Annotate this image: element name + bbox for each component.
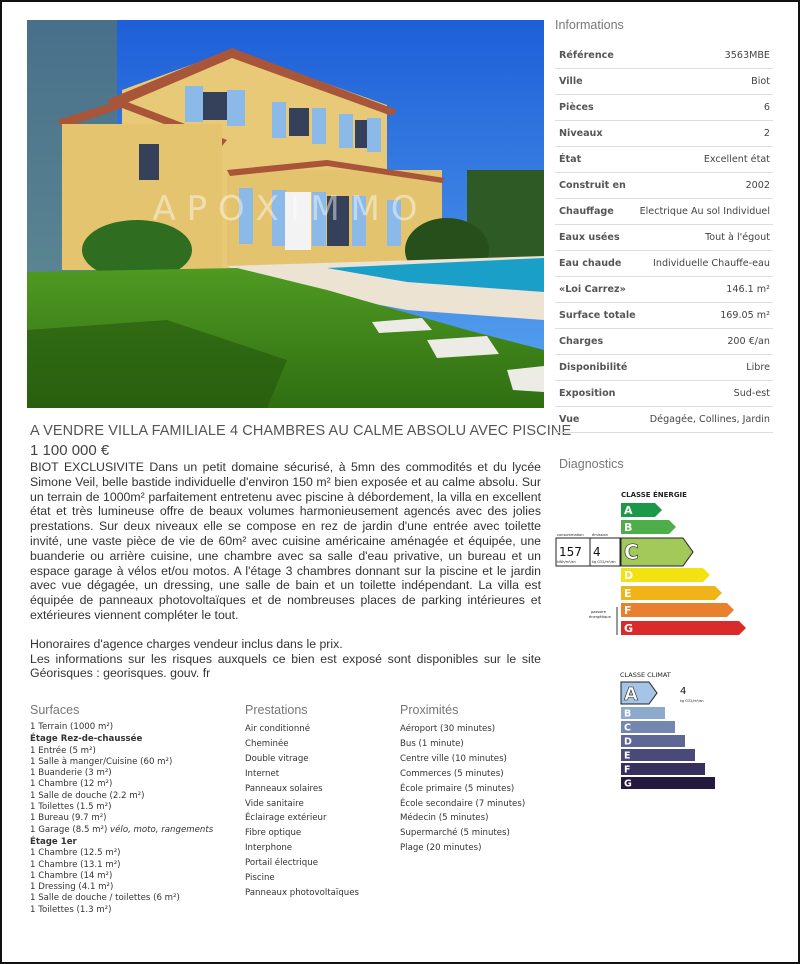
info-key: Eau chaude: [559, 258, 622, 269]
climate-bar-letter: A: [624, 684, 638, 705]
info-row: [555, 199, 773, 225]
emission-label: émission: [592, 533, 608, 537]
surface-item: 1 Toilettes (1.5 m²): [30, 802, 112, 813]
info-value: 6: [763, 102, 770, 113]
surface-item: 1 Salle de douche / toilettes (6 m²): [30, 893, 180, 904]
climate-bar-e: [621, 749, 695, 761]
info-row: [555, 277, 773, 303]
surface-item: 1 Chambre (13.1 m²): [30, 859, 121, 870]
surface-item: 1 Garage (8.5 m²) vélo, moto, rangements: [30, 824, 214, 835]
garage-note: vélo, moto, rangements: [107, 824, 214, 835]
info-value: Sud-est: [733, 388, 770, 399]
prestation-item: Vide sanitaire: [245, 798, 304, 809]
surface-item: 1 Terrain (1000 m²): [30, 722, 114, 732]
info-row: [555, 225, 773, 251]
info-key: Disponibilité: [559, 362, 628, 373]
surface-item: 1 Dressing (4.1 m²): [30, 882, 114, 893]
info-row: [555, 121, 773, 147]
proximite-item: Aéroport (30 minutes): [400, 724, 496, 734]
surfaces-section: [30, 703, 213, 916]
diagnostics-heading: Diagnostics: [559, 457, 624, 471]
fees-note: Honoraires d'agence charges vendeur inclus dans le prix.: [30, 636, 343, 651]
energy-bar-letter: D: [624, 569, 634, 582]
info-value: Electrique Au sol Individuel: [639, 206, 770, 217]
energy-bar-letter: F: [624, 604, 632, 617]
climate-bar-letter: G: [624, 778, 632, 790]
info-key: Ville: [559, 76, 583, 87]
informations-panel: [555, 18, 773, 433]
prestation-item: Double vitrage: [245, 753, 309, 764]
climate-bar-f: [621, 763, 705, 775]
climate-class-label: CLASSE CLIMAT: [620, 671, 671, 679]
floor-heading: Étage 1er: [30, 836, 77, 847]
emission-value: 4: [593, 545, 601, 559]
consumption-label: consommation: [557, 533, 584, 537]
info-key: État: [559, 154, 582, 165]
info-row: [555, 407, 773, 433]
info-key: «Loi Carrez»: [559, 284, 626, 295]
surface-item: 1 Chambre (12.5 m²): [30, 848, 121, 859]
info-value: 2: [763, 128, 770, 139]
proximites-heading: Proximités: [400, 703, 459, 717]
consumption-unit: kWh/m²/an: [557, 560, 576, 564]
climate-bar-letter: F: [624, 764, 631, 776]
info-key: Référence: [559, 50, 614, 61]
description-paragraph: BIOT EXCLUSIVITE Dans un petit domaine sécurisé, à 5mn des commodités et du lycée Simone Veil, belle bastide individuelle d'environ 150 m² bien exposée et au calme absolu. Sur un terrain de 1000m² parfaitement entretenu avec piscine à débordement, la villa en excellent état et très lumineuse offre de beaux volumes harmonieusement agencés avec des jolies prestations. Sur deux niveaux elle se compose en rez de jardin d'une entrée avec toilette invité, une vaste pièce de vie de 60m² avec cuisine américaine aménagée et équipée, une buanderie ou arrière cuisine, une chambre avec sa salle d'eau privative, un bureau et un espace garage à vélos et/ou motos. A l'étage 3 chambres donnant sur la piscine et le jardin avec vue dégagée, un dressing, une salle de bain et un toilette indépendant. La villa est équipée de panneaux photovoltaïques et de nombreuses places de parking intérieures et extérieures viennent compléter le tout.: [30, 460, 541, 622]
energy-bar-d: [621, 568, 710, 582]
proximite-item: Médecin (5 minutes): [400, 813, 489, 824]
informations-heading: Informations: [555, 18, 624, 32]
surface-item: 1 Entrée (5 m²): [30, 745, 96, 756]
prestation-item: Interphone: [245, 843, 293, 854]
info-value: Individuelle Chauffe-eau: [653, 258, 770, 269]
emission-unit: kg CO2/m²/an: [592, 560, 616, 564]
info-value: Excellent état: [703, 154, 770, 165]
passoire-label-2: énergétique: [589, 615, 611, 619]
info-value: 3563MBE: [724, 50, 770, 61]
prestations-section: [245, 703, 359, 901]
energy-bar-letter: A: [624, 504, 633, 517]
info-key: Surface totale: [559, 310, 636, 321]
prestation-item: Internet: [245, 768, 280, 779]
diagnostics-heading-wrap: [559, 457, 779, 471]
surface-item: 1 Bureau (9.7 m²): [30, 813, 107, 824]
energy-bar-g: [621, 621, 746, 635]
proximite-item: Supermarché (5 minutes): [400, 828, 510, 839]
surface-item: 1 Salle à manger/Cuisine (60 m²): [30, 756, 173, 767]
prestation-item: Fibre optique: [245, 828, 302, 839]
climate-bar-g: [621, 777, 715, 789]
info-row: [555, 329, 773, 355]
climate-bar-letter: D: [624, 736, 632, 748]
info-key: Eaux usées: [559, 232, 620, 243]
watermark: A P O X I M M O: [152, 189, 418, 229]
property-photo[interactable]: [27, 20, 544, 408]
passoire-label-1: passoire: [591, 610, 607, 614]
energy-bar-f: [621, 603, 734, 617]
info-key: Construit en: [559, 180, 626, 191]
surface-item: 1 Chambre (12 m²): [30, 779, 113, 790]
proximite-item: Commerces (5 minutes): [400, 768, 504, 779]
proximite-item: Bus (1 minute): [400, 738, 464, 749]
listing-price: 1 100 000 €: [30, 442, 110, 459]
info-key: Pièces: [559, 102, 594, 113]
energy-bar-letter: C: [624, 540, 639, 564]
prestations-heading: Prestations: [245, 703, 308, 717]
surface-item: 1 Salle de douche (2.2 m²): [30, 790, 145, 801]
info-value: 146.1 m²: [726, 284, 770, 295]
surface-item: 1 Chambre (14 m²): [30, 870, 113, 881]
climate-bar-letter: B: [624, 708, 632, 720]
info-value: Libre: [746, 362, 770, 373]
energy-bar-letter: E: [624, 587, 632, 600]
info-key: Niveaux: [559, 128, 603, 139]
climate-unit: kg CO2/m²/an: [680, 699, 704, 703]
info-key: Charges: [559, 336, 604, 347]
proximite-item: École secondaire (7 minutes): [400, 798, 526, 809]
energy-bar-e: [621, 586, 722, 600]
info-row: [555, 69, 773, 95]
consumption-value: 157: [559, 545, 582, 559]
info-row: [555, 43, 773, 69]
info-key: Vue: [559, 414, 580, 425]
proximite-item: École primaire (5 minutes): [400, 783, 515, 794]
info-value: 200 €/an: [727, 336, 770, 347]
prestation-item: Panneaux photovoltaïques: [245, 887, 359, 898]
info-value: 169.05 m²: [720, 310, 770, 321]
energy-class-label: CLASSE ÉNERGIE: [621, 491, 687, 499]
info-value: Biot: [751, 76, 770, 87]
listing-description: [30, 460, 541, 681]
surface-item: 1 Buanderie (3 m²): [30, 768, 112, 779]
info-value: Tout à l'égout: [705, 232, 770, 243]
info-row: [555, 147, 773, 173]
energy-bar-letter: B: [624, 521, 633, 534]
proximite-item: Centre ville (10 minutes): [400, 753, 507, 764]
info-value: Dégagée, Collines, Jardin: [649, 414, 770, 425]
info-row: [555, 173, 773, 199]
listing-title: A VENDRE VILLA FAMILIALE 4 CHAMBRES AU CALME ABSOLU AVEC PISCINE: [30, 423, 572, 439]
climate-bar-letter: E: [624, 750, 631, 762]
prestation-item: Portail électrique: [245, 858, 318, 869]
proximite-item: Plage (20 minutes): [400, 843, 482, 854]
climate-class-chart: [555, 666, 755, 800]
info-row: [555, 95, 773, 121]
info-key: Exposition: [559, 388, 616, 399]
surfaces-heading: Surfaces: [30, 703, 80, 717]
prestation-item: Cheminée: [245, 738, 289, 749]
climate-value: 4: [680, 686, 687, 697]
prestation-item: Piscine: [245, 873, 275, 884]
risks-note: Les informations sur les risques auxquels ce bien est exposé sont disponibles sur le site Géorisques : georisques. gouv. fr: [30, 651, 541, 681]
info-row: [555, 303, 773, 329]
prestation-item: Air conditionné: [245, 724, 310, 734]
proximites-section: [400, 703, 525, 856]
floor-heading: Étage Rez-de-chaussée: [30, 734, 143, 745]
info-row: [555, 355, 773, 381]
prestation-item: Panneaux solaires: [245, 783, 323, 794]
info-row: [555, 251, 773, 277]
surface-item: 1 Toilettes (1.3 m²): [30, 904, 112, 915]
info-key: Chauffage: [559, 206, 614, 217]
energy-bar-letter: G: [624, 622, 634, 635]
prestation-item: Éclairage extérieur: [245, 813, 327, 824]
energy-class-chart: [555, 485, 755, 647]
info-value: 2002: [745, 180, 770, 191]
climate-bar-letter: C: [624, 722, 631, 734]
info-row: [555, 381, 773, 407]
